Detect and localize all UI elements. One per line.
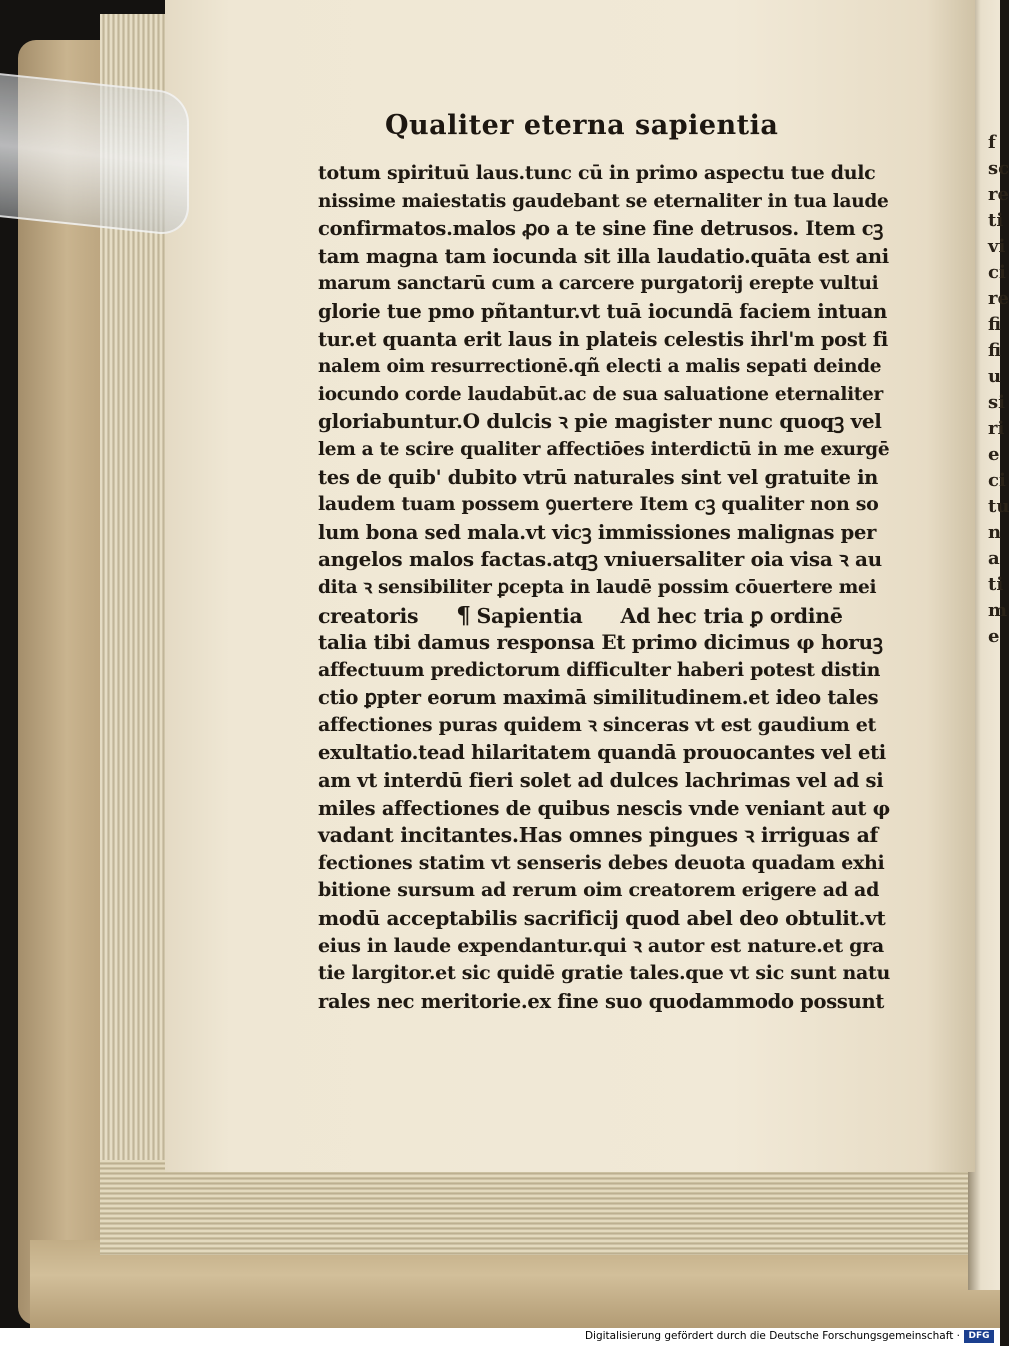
text-line: lem a te scire qualiter affectiōes interdictū in me exurgē [318, 438, 890, 460]
facing-fragment: sc [988, 158, 1009, 179]
text-line: nalem oim resurrectionē.qñ electi a malis sepati deinde [318, 356, 882, 378]
text-line: dita ꝛ sensibiliter ꝑcepta in laudē possim cōuertere mei [318, 576, 877, 598]
facing-fragment: fi [988, 314, 1002, 335]
facing-fragment: ci [988, 470, 1006, 491]
facing-fragment: ci [988, 262, 1006, 283]
footer-credit: Digitalisierung gefördert durch die Deutsche Forschungsgemeinschaft · [584, 1330, 960, 1342]
text-line: exultatio.tead hilaritatem quandā prouocantes vel eti [318, 741, 886, 765]
page-edges-bottom [100, 1160, 1000, 1255]
text-line: miles affectiones de quibus nescis vnde veniant aut φ [318, 796, 890, 820]
facing-fragment: ri [988, 418, 1005, 439]
text-line [318, 602, 890, 630]
facing-fragment: tu [988, 496, 1009, 517]
text-line: rales nec meritorie.ex fine suo quodammodo possunt [318, 989, 885, 1013]
text-line: talia tibi damus responsa Et primo dicimus φ horuꝫ [318, 630, 883, 655]
text-line: laudem tuam possem ꝯuertere Item cꝫ qualiter non so [318, 493, 879, 516]
footer-bar [0, 1328, 1000, 1346]
text-line: tam magna tam iocunda sit illa laudatio.quāta est ani [318, 244, 889, 268]
facing-fragment: n [988, 522, 1002, 543]
facing-fragment: re [988, 288, 1009, 309]
text-line: affectiones puras quidem ꝛ sinceras vt est gaudium et [318, 713, 876, 736]
facing-fragment: a [988, 548, 1000, 569]
facing-fragment: u [988, 366, 1002, 387]
facing-fragment: fi [988, 340, 1002, 361]
text-line: gloriabuntur.O dulcis ꝛ pie magister nunc quoqꝫ vel [318, 409, 882, 434]
text-line: nissime maiestatis gaudebant se eternaliter in tua laude [318, 190, 889, 212]
text-line: tie largitor.et sic quidē gratie tales.que vt sic sunt natu [318, 962, 891, 985]
facing-fragment: vi [988, 236, 1006, 257]
text-line: fectiones statim vt senseris debes deuota quadam exhi [318, 851, 885, 874]
facing-fragment: m [988, 600, 1008, 621]
text-line: tur.et quanta erit laus in plateis celestis ihrl'm post fi [318, 327, 888, 351]
sapientia-tail: Ad hec tria ꝑ ordinē [620, 603, 843, 628]
paragraph-mark: ¶ [456, 601, 471, 629]
text-line: tes de quib' dubito vtrū naturales sint vel gratuite in [318, 465, 879, 489]
facing-page-letters [988, 130, 1009, 650]
text-line: eius in laude expendantur.qui ꝛ autor est nature.et gra [318, 934, 884, 957]
dfg-logo: DFG [964, 1330, 994, 1343]
facing-fragment: si [988, 392, 1005, 413]
text-line: affectuum predictorum difficulter haberi potest distin [318, 658, 881, 681]
sapientia-word: Sapientia [476, 603, 583, 628]
text-line: glorie tue pmo pñtantur.vt tuā iocundā faciem intuan [318, 299, 888, 323]
text-line: vadant incitantes.Has omnes pingues ꝛ irriguas af [318, 823, 879, 848]
text-line: am vt interdū fieri solet ad dulces lachrimas vel ad si [318, 769, 884, 793]
text-line: iocundo corde laudabūt.ac de sua saluatione eternaliter [318, 383, 883, 405]
facing-fragment: f [988, 132, 996, 153]
text-line: modū acceptabilis sacrificij quod abel deo obtulit.vt [318, 906, 886, 931]
line-word: creatoris [318, 603, 419, 628]
text-line: angelos malos factas.atqꝫ vniuersaliter oia visa ꝛ au [318, 547, 882, 572]
facing-fragment: ti [988, 574, 1004, 595]
text-line: lum bona sed mala.vt vicꝫ immissiones malignas per [318, 520, 877, 544]
text-line: confirmatos.malos ꝓo a te sine fine detrusos. Item cꝫ [318, 217, 884, 241]
facing-fragment: e [988, 444, 1000, 465]
glass-clip [0, 71, 189, 237]
text-line: marum sanctarū cum a carcere purgatorij erepte vultui [318, 273, 879, 295]
text-line: bitione sursum ad rerum oim creatorem erigere ad ad [318, 879, 880, 902]
text-line: ctio ꝑpter eorum maximā similitudinem.et ideo tales [318, 686, 879, 710]
facing-fragment: re [988, 184, 1009, 205]
facing-fragment: ti [988, 210, 1004, 231]
page-heading: Qualiter eterna sapientia [385, 110, 779, 141]
facing-fragment: e [988, 626, 1000, 647]
body-text [318, 160, 890, 1015]
text-line: totum spirituū laus.tunc cū in primo aspectu tue dulc [318, 162, 876, 184]
